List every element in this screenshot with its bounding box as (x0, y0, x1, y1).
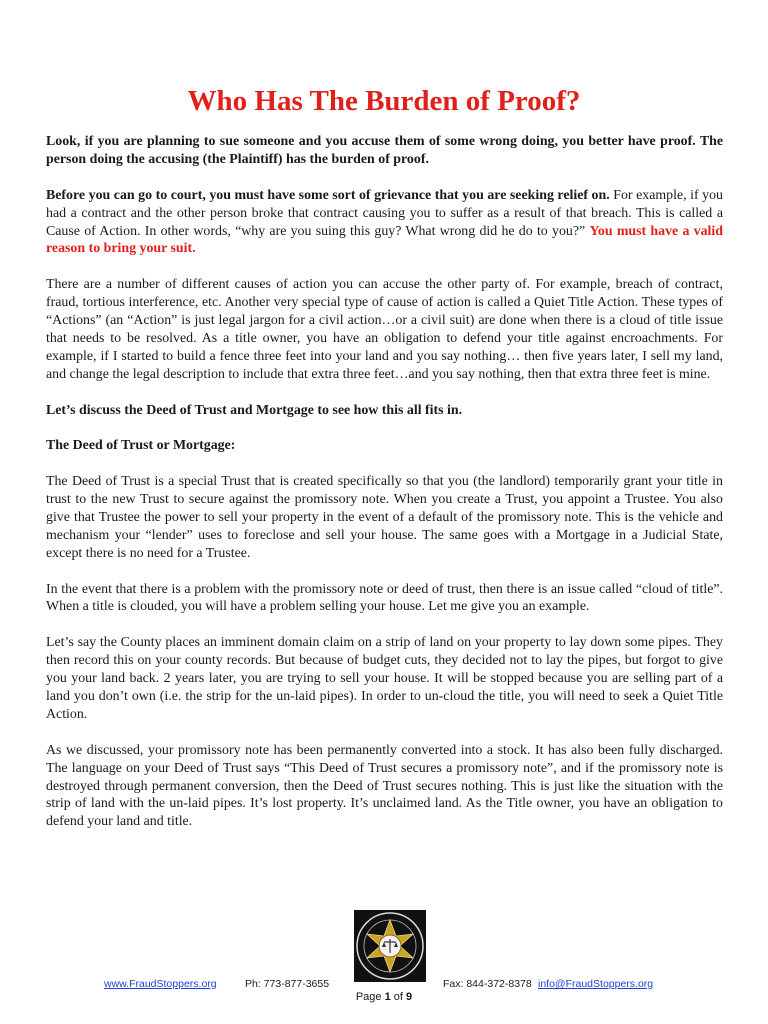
page-number (0, 991, 768, 1003)
fraud-stoppers-seal-icon (354, 910, 426, 982)
valid-reason-highlight: You must have a valid reason to bring your suit. (46, 223, 723, 257)
paragraph-discuss: Let’s discuss the Deed of Trust and Mortgage to see how this all fits in. (46, 402, 463, 418)
paragraph-deed-of-trust: The Deed of Trust is a special Trust that is created specifically so that you (the landlord) temporarily grant your title in trust to the new Trust to secure against the promissory note. When you create a Trust, you appoint a Trustee. You also give that Trustee the power to sell your property in the event of a default of the promissory note. This is the vehicle and mechanism your “lender” uses to foreclose and sell your house. The same goes with a Mortgage in a Judicial State, except there is no need for a Trustee. (46, 474, 723, 561)
page-of: of (390, 991, 407, 1003)
paragraph-conclusion: As we discussed, your promissory note has been permanently converted into a stock. It has also been fully discharged. The language on your Deed of Trust says “This Deed of Trust secures a promissory note”, and if the promissory note is destroyed through permanent conversion, then the Deed of Trust secures nothing. This is just like the situation with the strip of land with the un-laid pipes. It’s lost property. It’s unclaimed land. As the Title owner, you have an obligation to defend your land and title. (46, 742, 723, 830)
phone-number: Ph: 773-877-3655 (245, 978, 330, 990)
website-link[interactable]: www.FraudStoppers.org (104, 978, 217, 990)
document-body (46, 133, 723, 849)
section-heading: The Deed of Trust or Mortgage: (46, 438, 236, 454)
page-title: Who Has The Burden of Proof? (187, 85, 581, 117)
grievance-bold-text: Before you can go to court, you must have some sort of grievance that you are seeking relief on. (46, 187, 610, 203)
paragraph-example: Let’s say the County places an imminent domain claim on a strip of land on your property to lay down some pipes. They then record this on your county records. But because of budget cuts, they decided not to lay the pipes, but forgot to give you your land back. 2 years later, you are trying to sell your house. It will be stopped because you are selling part of a land you don’t own (i.e. the strip for the un-laid pipes). In order to un-cloud the title, you will need to seek a Quiet Title Action. (46, 635, 723, 722)
paragraph-causes-of-action: There are a number of different causes of action you can accuse the other party of. For example, breach of contract, fraud, tortious interference, etc. Another very special type of cause of action is called a Quiet Title Action. These types of “Actions” (an “Action” is just legal jargon for a civil action…or a civil suit) are done when there is a cloud of title issue that needs to be resolved. As a title owner, you have an obligation to defend your title against encroachments. For example, if I started to build a fence three feet into your land and you say nothing… then five years later, I sell my land, and change the legal description to include that extra three feet…and you say nothing, then that extra three feet is mine. (46, 277, 723, 382)
page-total: 9 (406, 991, 413, 1003)
fax-number: Fax: 844-372-8378 (443, 978, 532, 990)
grievance-text: For example, if you had a contract and the other person broke that contract causing you to suffer as a result of that breach. This is called a Cause of Action. In other words, “why are you suing this guy? What wrong did he do to you?” (46, 187, 724, 239)
email-link[interactable]: info@FraudStoppers.org (538, 978, 654, 990)
paragraph-cloud-of-title: In the event that there is a problem with the promissory note or deed of trust, then there is an issue called “cloud of title”. When a title is clouded, you will have a problem selling your house. Let me give you an example. (46, 581, 723, 615)
page-current: 1 (384, 991, 391, 1003)
paragraph-grievance (46, 187, 723, 259)
paragraph-burden: Look, if you are planning to sue someone and you accuse them of some wrong doing, you better have proof. The person doing the accusing (the Plaintiff) has the burden of proof. (46, 134, 723, 167)
page-prefix: Page (355, 991, 385, 1003)
